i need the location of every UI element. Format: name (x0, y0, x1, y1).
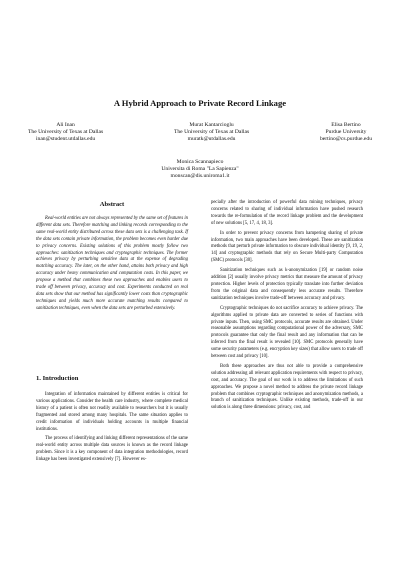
author-affiliation: Universita di Roma "La Sapienza" (161, 166, 239, 173)
author-block (28, 122, 372, 143)
author-1 (28, 122, 103, 143)
author-email: muratk@utdallas.edu (187, 136, 236, 143)
intro-paragraph-2: The process of identifying and linking different representations of the same real-world entity across multiple data sources is known as the record linkage problem. Since it is a key component of data integration methodologies, record linkage has been investigated extensively [7]. However es- (36, 436, 188, 463)
intro-paragraph-1: Integration of information maintained by different entities is critical for various applications. Consider the health care industry, where complete medical history of a patient is often not readily available to researchers but it is usually fragmented and stored among many hospitals. The same situation applies to credit information of individuals holding accounts in multiple financial institutions. (36, 392, 188, 432)
author-email: monscan@dis.uniroma1.it (170, 173, 230, 180)
right-paragraph-1: pecially after the introduction of powerful data mining techniques, privacy concerns related to sharing of individual information have pushed research towards the re-formulation of the record linkage problem and the development of new solutions [5, 17, 4, 18, 3]. (211, 200, 363, 226)
author-affiliation: The University of Texas at Dallas (173, 129, 250, 136)
author-affiliation: The University of Texas at Dallas (28, 129, 104, 136)
paper-title: A Hybrid Approach to Private Record Linkage (113, 98, 287, 108)
right-paragraph-5: Both these approaches are thus not able to provide a comprehensive solution addressing all relevant application requirements with respect to privacy, cost, and accuracy. The goal of our work is to address the limitations of such approaches. We propose a novel method to address the private record linkage problem that combines cryptographic techniques and anonymization methods, a branch of sanitization techniques. Unlike existing methods, trade-off in our solution is along three dimensions: privacy, cost, and (211, 363, 363, 411)
abstract-paragraph: Real-world entities are not always represented by the same set of features in different data sets. Therefore matching and linking records corresponding to the same real-world entity distributed across these data sets is a challenging task. If the data sets contain private information, the problem becomes even harder due to privacy concerns. Existing solutions of this problem mostly follow two approaches: sanitization techniques and cryptographic techniques. The former achieves privacy by perturbing sensitive data at the expense of degrading matching accuracy. The later, on the other hand, attains both privacy and high accuracy under heavy communication and computation costs. In this paper, we propose a method that combines these two approaches and enables users to trade off between privacy, accuracy and cost. Experiments conducted on real data sets show that our method has significantly lower costs than cryptographic techniques and yields much more accurate matching results compared to sanitization techniques, even when the data sets are perturbed extensively. (36, 216, 188, 311)
author-4 (0, 159, 400, 180)
abstract-text (36, 216, 188, 313)
author-affiliation: Purdue University (325, 129, 367, 136)
introduction-text (36, 392, 188, 464)
author-name: Ali Inan (56, 122, 75, 128)
author-name: Murat Kantarcioglu (189, 122, 234, 128)
right-column-text (211, 200, 363, 412)
right-paragraph-3: Sanitization techniques such as k-anonymization [19] or random noise addition [2] usually involve privacy metrics that measure the amount of privacy protection. Higher levels of protection typically translate into further deviation from the original data and consequently less accurate results. Therefore sanitization techniques involve trade-off between accuracy and privacy. (211, 268, 363, 301)
author-name: Elisa Bertino (331, 122, 361, 128)
author-email: bertino@cs.purdue.edu (319, 136, 372, 143)
author-name: Monica Scannapieco (176, 159, 224, 165)
right-paragraph-2: In order to prevent privacy concerns from hampering sharing of private information, two main approaches have been developed. These are sanitization methods that perturb private information to obscure individual identity [9, 19, 2, 14] and cryptographic methods that rely on Secure Multi-party Computation (SMC) protocols [30]. (211, 230, 363, 264)
abstract-heading: Abstract (99, 201, 125, 208)
author-2 (174, 122, 249, 143)
introduction-heading: 1. Introduction (36, 375, 79, 382)
right-paragraph-4: Cryptographic techniques do not sacrifice accuracy to achieve privacy. The algorithms applied to private data are converted to series of functions with private inputs. Then, using SMC protocols, accurate results are obtained. Under reasonable assumptions regarding computational power of the adversary, SMC protocols guarantee that only the final result and any information that can be inferred from the final result is revealed [10]. SMC protocols generally have some security parameters (e.g. encryption key sizes) that allow users to trade off between cost and privacy [10]. (211, 305, 363, 360)
author-3 (320, 122, 372, 143)
author-email: inan@student.utdallas.edu (35, 136, 96, 143)
